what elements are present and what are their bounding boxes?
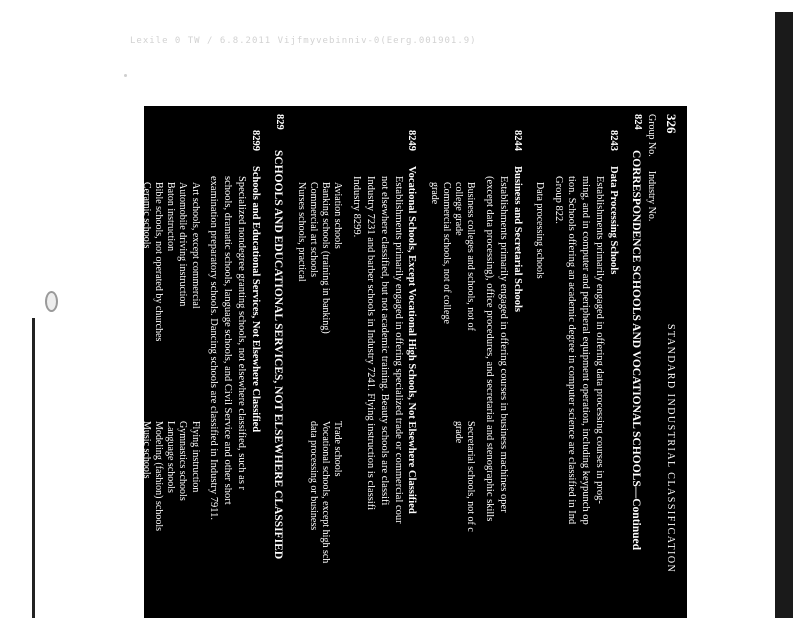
example-list	[533, 114, 545, 624]
page-number: 326	[664, 114, 679, 134]
description-line: examination preparatory schools. Dancing schools are classified in Industry 7911.	[208, 176, 220, 520]
description-line: ming, and in computer and peripheral equipment operation, including keypunch op	[580, 176, 592, 525]
example-item: Language schools	[165, 421, 177, 493]
example-item: Flying instruction	[189, 421, 201, 493]
description-line: not elsewhere classified, but not academic training. Beauty schools are classifi	[378, 176, 390, 506]
description-line: Group 822.	[552, 176, 564, 224]
example-item: Secretarial schools, not of c	[465, 421, 477, 532]
scanned-page	[67, 106, 687, 618]
industry-no-label: Industry No.	[646, 170, 657, 222]
example-item: Charm schools	[128, 182, 140, 242]
industry-title: Business and Secretarial Schools	[511, 166, 523, 312]
scan-header-text: Lexile 0 TW / 6.8.2011 Vijfmyvebinniv-0(Eerg.001901.9)	[130, 36, 477, 46]
scan-edge-left	[32, 318, 35, 618]
spacer	[263, 114, 271, 624]
example-item: grade	[453, 421, 465, 444]
example-column-right	[66, 421, 200, 624]
example-item: Ceramic schools	[140, 182, 152, 249]
scan-speck	[124, 74, 127, 77]
example-item: Trade schools	[332, 421, 344, 477]
spacer	[419, 114, 427, 624]
example-item: Music schools	[140, 421, 152, 479]
example-item: data processing or business	[308, 421, 320, 531]
industry-title: Vocational Schools, Except Vocational High Schools, Not Elsewhere Classified	[406, 166, 418, 514]
spacer	[58, 114, 66, 624]
description-line: Industry 8299.	[351, 176, 363, 238]
example-item: Personal development schools	[128, 421, 140, 543]
group-title: SCHOOLS AND EDUCATIONAL SERVICES, NOT ELSEWHERE CLASSIFIED	[271, 150, 284, 560]
example-item: college grade	[453, 182, 465, 236]
description-line: Establishments primarily engaged in offering courses in business machines oper	[497, 176, 509, 513]
industry-code: 8249	[406, 130, 418, 151]
example-column-right	[295, 421, 344, 624]
example-item: Banking schools (training in banking)	[320, 182, 332, 334]
example-item: Finishing schools (charm and model-	[79, 182, 91, 331]
example-item: Drama schools	[92, 182, 104, 242]
spacer	[621, 114, 629, 624]
example-list	[66, 114, 200, 624]
page-inner	[58, 114, 679, 624]
industry-code: 8243	[607, 130, 619, 151]
group-title: CORRESPONDENCE SCHOOLS AND VOCATIONAL SCHOOLS—Continued	[629, 150, 642, 551]
example-item: Business colleges and schools, not of	[465, 182, 477, 331]
example-item: Civil service schools	[116, 182, 128, 266]
group-no-label: Group No.	[646, 114, 657, 157]
running-title: STANDARD INDUSTRIAL CLASSIFICATION	[665, 324, 676, 574]
example-item: Commercial art schools	[308, 182, 320, 277]
example-item: Diction schools	[104, 182, 116, 245]
industry-row	[248, 114, 261, 624]
example-item: ing)	[67, 182, 79, 199]
rotated-page-content	[67, 106, 687, 596]
group-row	[271, 114, 285, 624]
example-item: Bible schools, not operated by churches	[152, 182, 164, 342]
page-head	[661, 114, 679, 624]
example-item: Data processing schools	[533, 182, 545, 279]
spacer-cell	[405, 114, 418, 130]
example-item: Vocational counseling, except reh	[79, 421, 91, 556]
example-item: tation counseling	[67, 421, 79, 490]
group-code: 824	[631, 114, 643, 130]
spacer-cell	[606, 114, 619, 130]
industry-row	[405, 114, 418, 624]
example-item: Gymnastics schools	[177, 421, 189, 501]
example-column-left	[295, 182, 344, 385]
spacer-cell	[248, 114, 261, 130]
description-line: Industry 7231 and barber schools in Industry 7241. Flying instruction is classifi	[365, 176, 377, 511]
scan-edge-right	[775, 12, 793, 618]
example-item: Speed reading courses	[92, 421, 104, 511]
example-item: grade	[428, 182, 440, 205]
example-item: Reading schools	[104, 421, 116, 487]
sections	[58, 114, 642, 624]
example-item: Vocational schools, except high sch	[320, 421, 332, 564]
binder-hole	[45, 291, 58, 312]
column-header	[645, 114, 657, 624]
description-line: Specialized nondegree granting schools, not elsewhere classified, such as r	[235, 176, 247, 491]
industry-title: Schools and Educational Services, Not Elsewhere Classified	[249, 166, 261, 433]
example-list	[427, 114, 476, 624]
spacer	[525, 114, 533, 624]
example-item: Commercial schools, not of college	[440, 182, 452, 324]
description-line: schools, dramatic schools, language schools, and Civil Service and other short	[222, 176, 234, 505]
description-line: Establishments primarily engaged in offering data processing courses in prog-	[594, 176, 605, 504]
spacer	[287, 114, 295, 624]
spacer-cell	[510, 114, 523, 130]
example-item: Public speaking schools	[116, 421, 128, 518]
example-column-left	[66, 182, 200, 385]
description-line: Establishments primarily engaged in offering specialized trade or commercial cour	[392, 176, 404, 524]
industry-code: 8299	[249, 130, 261, 151]
example-column-left	[427, 182, 476, 385]
example-item: Art schools, except commercial	[189, 182, 201, 309]
industry-title: Data Processing Schools	[607, 166, 619, 275]
group-row	[629, 114, 643, 624]
group-code: 829	[273, 114, 285, 130]
industry-row	[510, 114, 523, 624]
example-list	[295, 114, 344, 624]
example-item: Automobile driving instruction	[177, 182, 189, 307]
example-item: Baton instruction	[165, 182, 177, 252]
example-item: Modeling (fashion) schools	[152, 421, 164, 531]
industry-code: 8244	[511, 130, 523, 151]
example-column-left	[533, 182, 545, 385]
example-column-right	[427, 421, 476, 624]
industry-row	[606, 114, 619, 624]
description-line: tion. Schools offering an academic degree in computer science are classified in Ind	[566, 176, 578, 525]
description-line: (except data processing), office procedures, and secretarial and stenographic skills	[484, 176, 496, 522]
example-item: Aviation schools	[332, 182, 344, 249]
example-item: Nurses schools, practical	[295, 182, 307, 282]
example-column-right	[533, 421, 545, 624]
